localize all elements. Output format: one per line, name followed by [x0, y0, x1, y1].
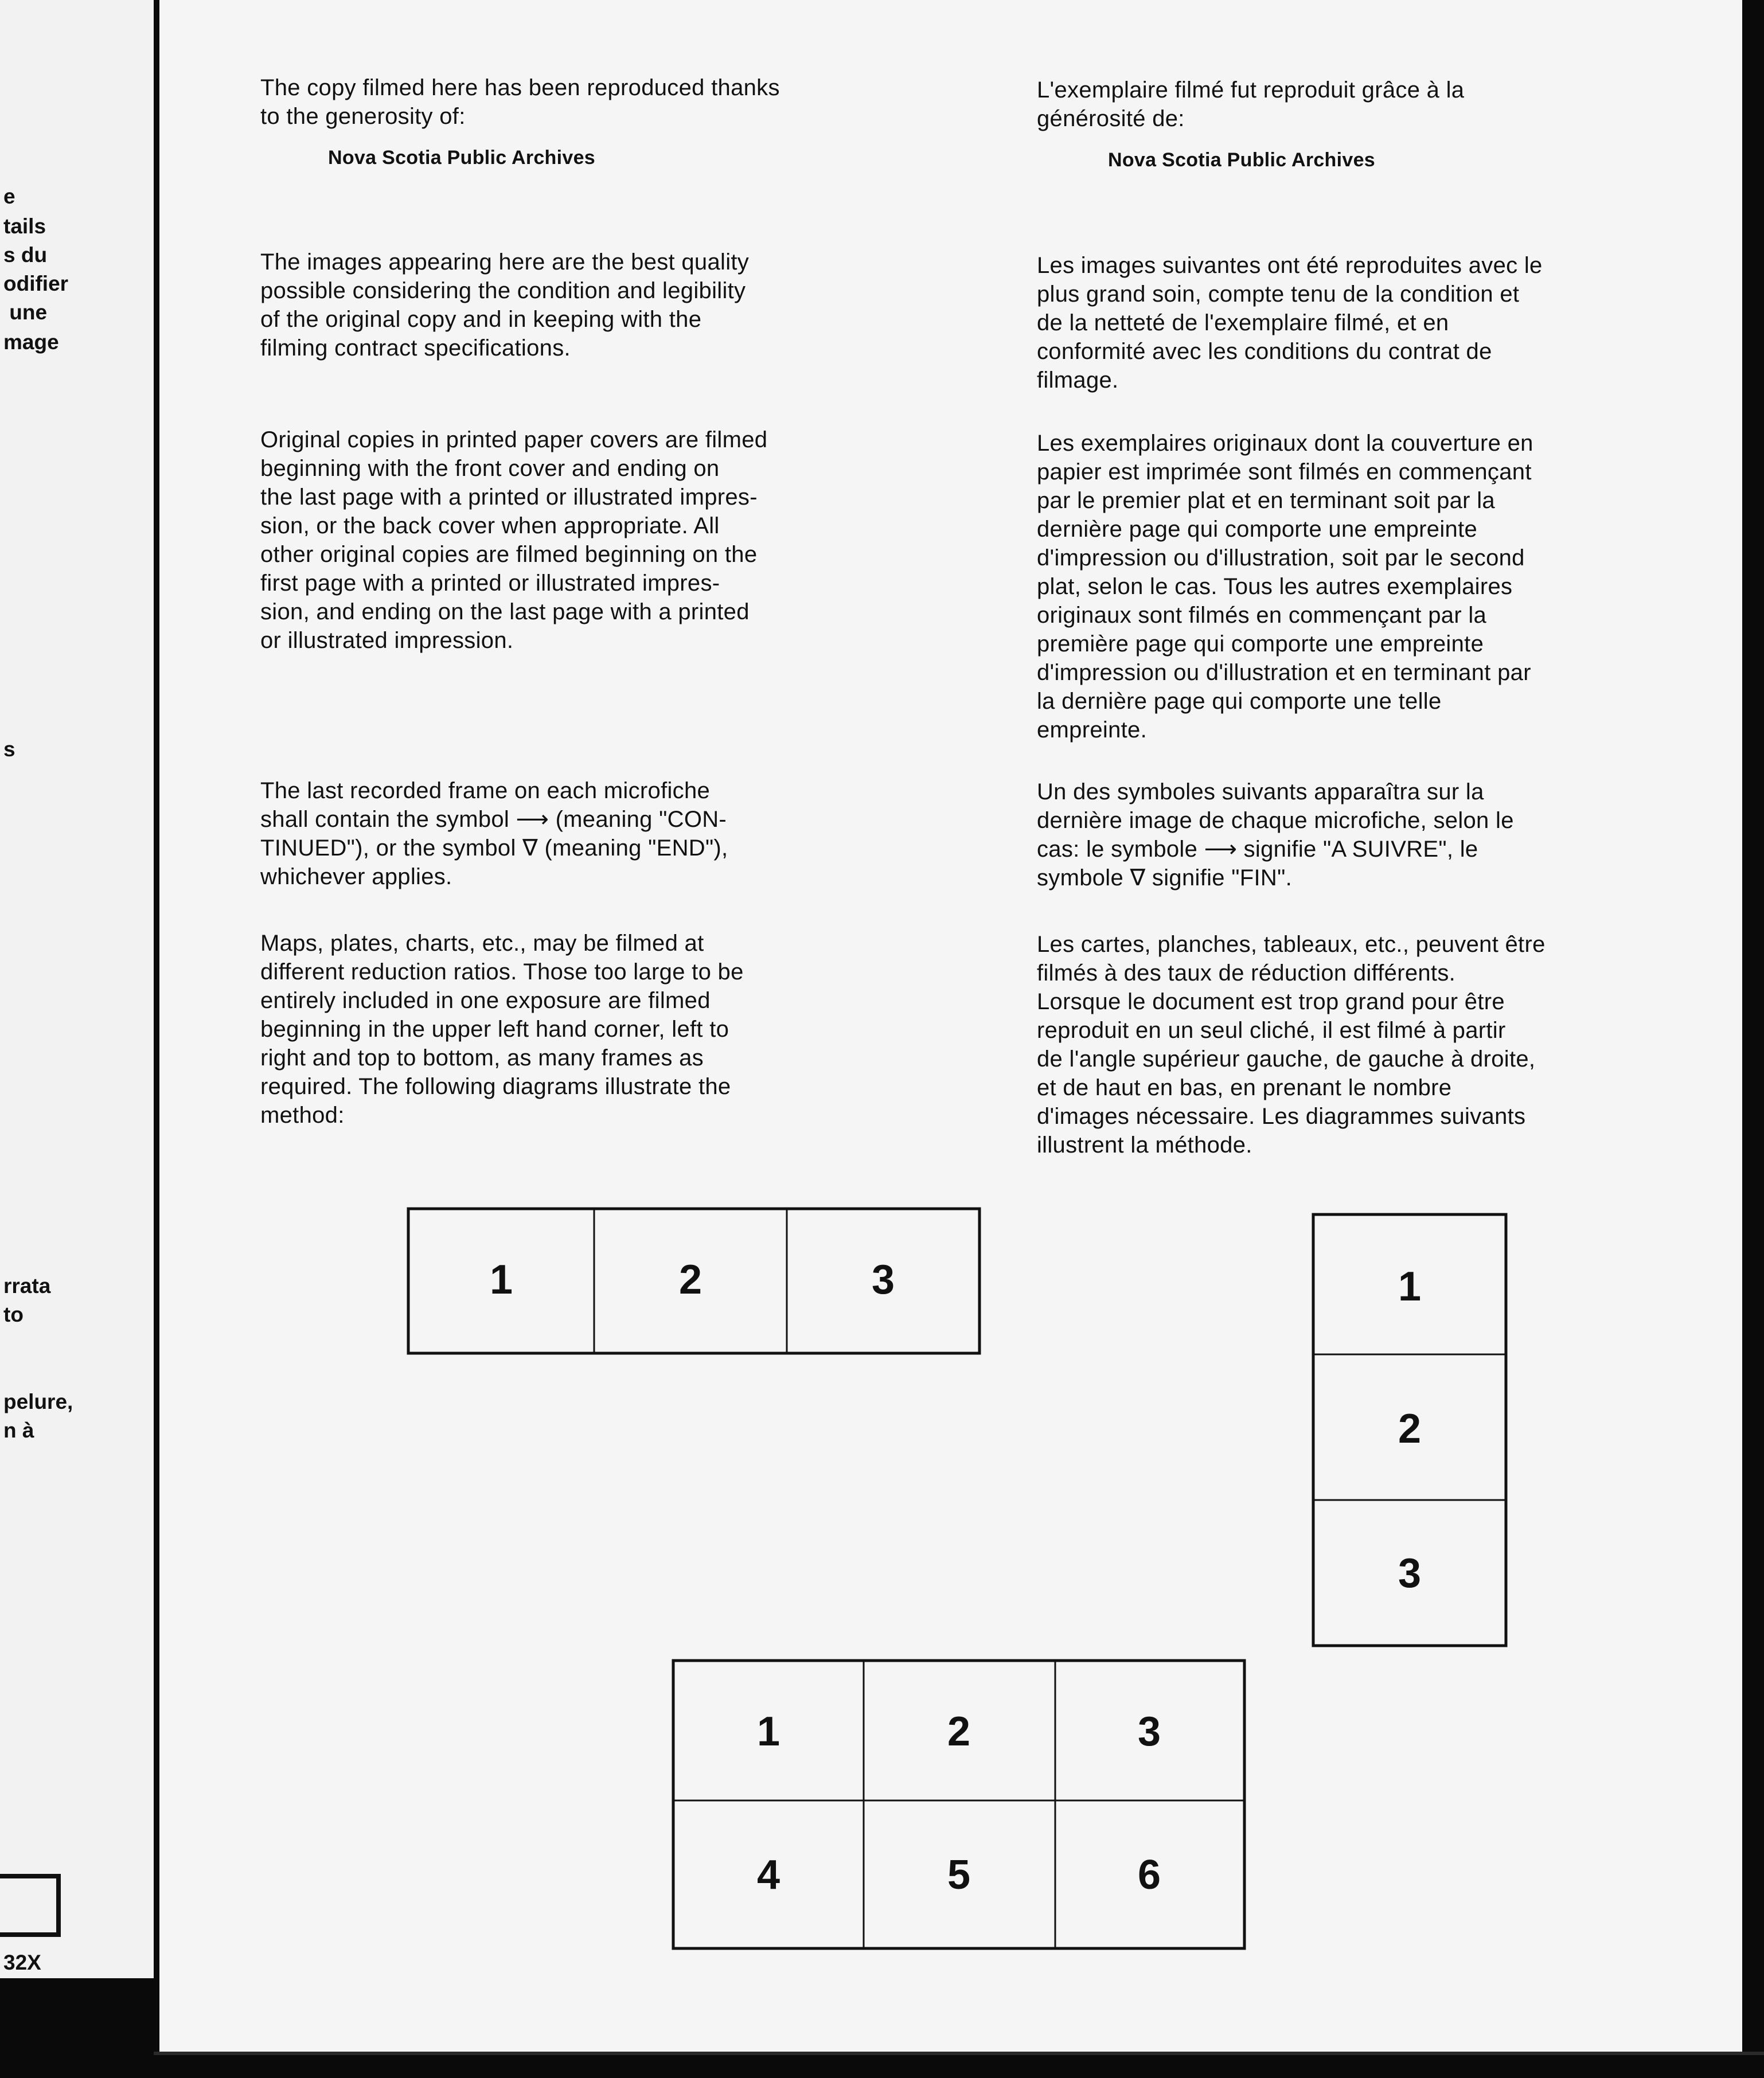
frame-number: 4: [756, 1852, 780, 1898]
french-symbols-text: Un des symboles suivants apparaîtra sur la dernière image de chaque microfiche, selon le cas: le symbole ⟶ signifie "A SUIVRE", le symbole ∇ signifie "FIN".: [1037, 779, 1514, 890]
french-intro-text: L'exemplaire filmé fut reproduit grâce à la générosité de:: [1037, 77, 1465, 131]
diagram-horizontal: [407, 1208, 981, 1354]
frame-number: 1: [489, 1257, 513, 1303]
english-symbols: [260, 776, 914, 891]
page-bottom-edge: [154, 2052, 1764, 2055]
english-maps: [260, 929, 914, 1130]
english-quality: [260, 248, 914, 362]
english-maps-text: Maps, plates, charts, etc., may be filmed at different reduction ratios. Those too large to be entirely included in one exposure are filmed beginning in the upper left hand corner, left to right and top to bottom, as many frames as required. The following diagrams illustrate the method:: [260, 931, 744, 1128]
notice-page: [159, 0, 1742, 2053]
english-institution: Nova Scotia Public Archives: [328, 147, 596, 169]
english-symbols-text: The last recorded frame on each microfiche shall contain the symbol ⟶ (meaning "CON- TINUED"), or the symbol ∇ (meaning "END"), whichever applies.: [260, 778, 728, 889]
english-intro-text: The copy filmed here has been reproduced thanks to the generosity of:: [260, 75, 780, 129]
film-edge: [1742, 0, 1764, 2053]
french-intro: [1037, 76, 1702, 174]
frame-number: 2: [678, 1257, 703, 1303]
left-fragment-text: e: [3, 185, 15, 208]
english-quality-text: The images appearing here are the best quality possible considering the condition and legibility of the original copy and in keeping with the filming contract specifications.: [260, 249, 750, 361]
frame-number: 5: [947, 1852, 971, 1898]
left-fragment-text: une: [3, 300, 48, 324]
left-fragment-text: odifier: [3, 272, 69, 295]
left-fragment-text: rrata: [3, 1274, 51, 1298]
left-fragment-text: to: [3, 1303, 24, 1326]
frame-number: 2: [947, 1709, 971, 1755]
left-fragment-text: tails: [3, 214, 46, 238]
english-covers: [260, 425, 914, 655]
frame-number: 2: [1398, 1406, 1422, 1452]
french-institution: Nova Scotia Public Archives: [1108, 149, 1376, 171]
diagram-grid: [672, 1659, 1246, 1950]
frame-number: 6: [1137, 1852, 1161, 1898]
left-partial-page: [0, 0, 154, 1978]
french-quality: [1037, 251, 1702, 394]
frame-number: 3: [1398, 1550, 1422, 1596]
target-box: [0, 1874, 61, 1937]
frame-number: 3: [1137, 1709, 1161, 1755]
left-fragment-text: pelure,: [3, 1390, 73, 1413]
french-covers: [1037, 429, 1702, 744]
left-fragment-text: mage: [3, 330, 59, 354]
french-covers-text: Les exemplaires originaux dont la couverture en papier est imprimée sont filmés en commençant par le premier plat et en terminant soit par la dernière page qui comporte une empreinte d'impression ou d'illustration, soit par le second plat, selon le cas. Tous les autres exemplaires originaux sont filmés en commençant par la première page qui comporte une empreinte d'impression ou d'illustration et en terminant par la dernière page qui comporte une telle empreinte.: [1037, 431, 1533, 743]
french-quality-text: Les images suivantes ont été reproduites avec le plus grand soin, compte tenu de la condition et de la netteté de l'exemplaire filmé, et en conformité avec les conditions du contrat de filmage.: [1037, 253, 1543, 393]
left-fragment-text: n à: [3, 1419, 34, 1442]
english-intro: [260, 73, 914, 172]
frame-number: 3: [871, 1257, 895, 1303]
french-maps-text: Les cartes, planches, tableaux, etc., peuvent être filmés à des taux de réduction différents. Lorsque le document est trop grand pour être reproduit en un seul cliché, il est filmé à partir de l'angle supérieur gauche, de gauche à droite, et de haut en bas, en prenant le nombre d'images nécessaire. Les diagrammes suivants illustrent la méthode.: [1037, 932, 1546, 1158]
diagram-vertical: [1312, 1213, 1507, 1647]
frame-number: 1: [756, 1709, 780, 1755]
left-fragment-text: 32X: [3, 1951, 41, 1974]
left-fragment-text: s: [3, 737, 15, 761]
english-covers-text: Original copies in printed paper covers are filmed beginning with the front cover and ending on the last page with a printed or illustrated impres- sion, or the back cover when appropriate. All other original copies are filmed beginning on the first page with a printed or illustrated impres- sion, and ending on the last page with a printed or illustrated impression.: [260, 427, 768, 653]
french-symbols: [1037, 778, 1702, 892]
frame-number: 1: [1398, 1264, 1422, 1310]
french-maps: [1037, 930, 1702, 1159]
left-fragment-text: s du: [3, 243, 48, 267]
